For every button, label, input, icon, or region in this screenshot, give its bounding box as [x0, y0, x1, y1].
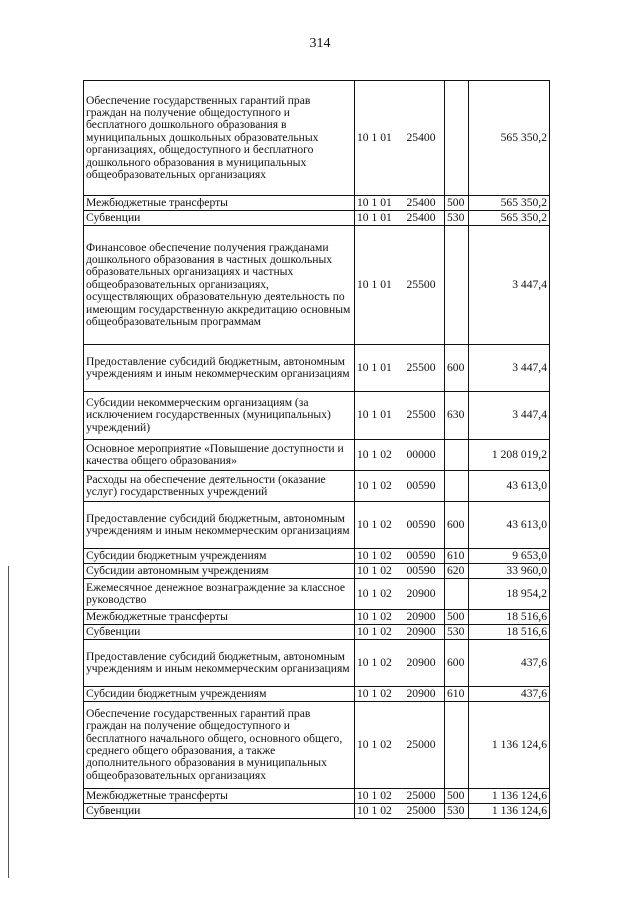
row-amount: 565 350,2	[469, 196, 550, 211]
margin-line	[8, 566, 9, 878]
row-expense-type	[445, 702, 469, 789]
row-section-code: 10 1 02	[355, 502, 405, 549]
row-expense-type: 530	[445, 211, 469, 226]
row-name: Финансовое обеспечение получения гражданами дошкольного образования в частных дошкольных образовательных организациях и частных общеобразовательных организациях, осуществляющих образовательную деятельность по имеющим государственную аккредитацию основным общеобразовательным программам	[84, 226, 355, 345]
table-row	[84, 345, 550, 392]
row-amount: 18 516,6	[469, 610, 550, 625]
row-section-code: 10 1 02	[355, 579, 405, 610]
row-section-code: 10 1 02	[355, 804, 405, 819]
row-expense-type: 500	[445, 789, 469, 804]
row-section-code: 10 1 02	[355, 564, 405, 579]
table-row	[84, 502, 550, 549]
table-row	[84, 610, 550, 625]
row-name: Обеспечение государственных гарантий прав граждан на получение общедоступного и бесплатного дошкольного образования в муниципальных дошкольных образовательных организациях, общедоступного и бесплатного дошкольного образования в муниципальных общеобразовательных организациях	[84, 81, 355, 196]
table-row	[84, 392, 550, 440]
row-expense-type: 620	[445, 564, 469, 579]
row-section-code: 10 1 02	[355, 640, 405, 687]
table-row	[84, 440, 550, 471]
row-name: Межбюджетные трансферты	[84, 196, 355, 211]
row-article-code: 00000	[405, 440, 445, 471]
row-amount: 437,6	[469, 687, 550, 702]
row-article-code: 25000	[405, 789, 445, 804]
row-expense-type	[445, 226, 469, 345]
row-expense-type: 530	[445, 804, 469, 819]
row-name: Субсидии бюджетным учреждениям	[84, 687, 355, 702]
row-amount: 1 136 124,6	[469, 804, 550, 819]
row-expense-type: 600	[445, 502, 469, 549]
row-name: Предоставление субсидий бюджетным, автономным учреждениям и иным некоммерческим организациям	[84, 640, 355, 687]
row-amount: 1 136 124,6	[469, 789, 550, 804]
row-section-code: 10 1 02	[355, 549, 405, 564]
row-article-code: 25400	[405, 196, 445, 211]
row-article-code: 25500	[405, 345, 445, 392]
table-row	[84, 687, 550, 702]
row-article-code: 00590	[405, 471, 445, 502]
row-amount: 18 516,6	[469, 625, 550, 640]
row-amount: 43 613,0	[469, 471, 550, 502]
row-name: Основное мероприятие «Повышение доступности и качества общего образования»	[84, 440, 355, 471]
row-amount: 43 613,0	[469, 502, 550, 549]
table-row	[84, 640, 550, 687]
row-expense-type: 530	[445, 625, 469, 640]
row-article-code: 25500	[405, 392, 445, 440]
row-amount: 9 653,0	[469, 549, 550, 564]
row-name: Субвенции	[84, 625, 355, 640]
table-row	[84, 81, 550, 196]
budget-table	[83, 80, 550, 819]
row-name: Субвенции	[84, 804, 355, 819]
table-row	[84, 789, 550, 804]
row-expense-type	[445, 81, 469, 196]
row-section-code: 10 1 01	[355, 226, 405, 345]
row-section-code: 10 1 02	[355, 687, 405, 702]
row-amount: 33 960,0	[469, 564, 550, 579]
row-expense-type: 500	[445, 610, 469, 625]
row-name: Ежемесячное денежное вознаграждение за классное руководство	[84, 579, 355, 610]
row-expense-type: 630	[445, 392, 469, 440]
row-expense-type	[445, 579, 469, 610]
row-amount: 3 447,4	[469, 345, 550, 392]
row-amount: 565 350,2	[469, 81, 550, 196]
row-article-code: 20900	[405, 579, 445, 610]
table-row	[84, 211, 550, 226]
row-name: Межбюджетные трансферты	[84, 610, 355, 625]
table-row	[84, 196, 550, 211]
row-expense-type	[445, 471, 469, 502]
row-section-code: 10 1 02	[355, 702, 405, 789]
row-article-code: 00590	[405, 502, 445, 549]
row-section-code: 10 1 02	[355, 789, 405, 804]
page-number: 314	[309, 36, 331, 51]
row-amount: 437,6	[469, 640, 550, 687]
table-row	[84, 625, 550, 640]
row-name: Субсидии бюджетным учреждениям	[84, 549, 355, 564]
row-name: Предоставление субсидий бюджетным, автономным учреждениям и иным некоммерческим организациям	[84, 502, 355, 549]
row-article-code: 25000	[405, 702, 445, 789]
row-section-code: 10 1 02	[355, 625, 405, 640]
row-section-code: 10 1 01	[355, 196, 405, 211]
row-amount: 565 350,2	[469, 211, 550, 226]
row-section-code: 10 1 01	[355, 211, 405, 226]
row-article-code: 00590	[405, 549, 445, 564]
row-amount: 1 136 124,6	[469, 702, 550, 789]
row-article-code: 25500	[405, 226, 445, 345]
row-section-code: 10 1 01	[355, 345, 405, 392]
row-article-code: 25400	[405, 211, 445, 226]
row-expense-type: 500	[445, 196, 469, 211]
row-article-code: 25000	[405, 804, 445, 819]
row-name: Предоставление субсидий бюджетным, автономным учреждениям и иным некоммерческим организациям	[84, 345, 355, 392]
row-name: Обеспечение государственных гарантий прав граждан на получение общедоступного и бесплатного начального общего, основного общего, среднего общего образования, а также дополнительного образования в муниципальных общеобразовательных организациях	[84, 702, 355, 789]
row-article-code: 25400	[405, 81, 445, 196]
row-section-code: 10 1 02	[355, 610, 405, 625]
table-row	[84, 804, 550, 819]
row-name: Расходы на обеспечение деятельности (оказание услуг) государственных учреждений	[84, 471, 355, 502]
row-article-code: 20900	[405, 610, 445, 625]
row-amount: 1 208 019,2	[469, 440, 550, 471]
row-article-code: 00590	[405, 564, 445, 579]
row-amount: 18 954,2	[469, 579, 550, 610]
row-section-code: 10 1 02	[355, 471, 405, 502]
row-expense-type: 600	[445, 640, 469, 687]
table-row	[84, 579, 550, 610]
row-expense-type: 610	[445, 687, 469, 702]
table-row	[84, 564, 550, 579]
row-article-code: 20900	[405, 640, 445, 687]
row-amount: 3 447,4	[469, 392, 550, 440]
row-expense-type	[445, 440, 469, 471]
row-name: Субвенции	[84, 211, 355, 226]
table-row	[84, 471, 550, 502]
row-article-code: 20900	[405, 687, 445, 702]
row-amount: 3 447,4	[469, 226, 550, 345]
row-name: Межбюджетные трансферты	[84, 789, 355, 804]
row-expense-type: 610	[445, 549, 469, 564]
row-section-code: 10 1 02	[355, 440, 405, 471]
row-expense-type: 600	[445, 345, 469, 392]
row-section-code: 10 1 01	[355, 81, 405, 196]
row-name: Субсидии некоммерческим организациям (за исключением государственных (муниципальных) учреждений)	[84, 392, 355, 440]
table-row	[84, 702, 550, 789]
table-row	[84, 226, 550, 345]
row-article-code: 20900	[405, 625, 445, 640]
table-row	[84, 549, 550, 564]
row-section-code: 10 1 01	[355, 392, 405, 440]
row-name: Субсидии автономным учреждениям	[84, 564, 355, 579]
